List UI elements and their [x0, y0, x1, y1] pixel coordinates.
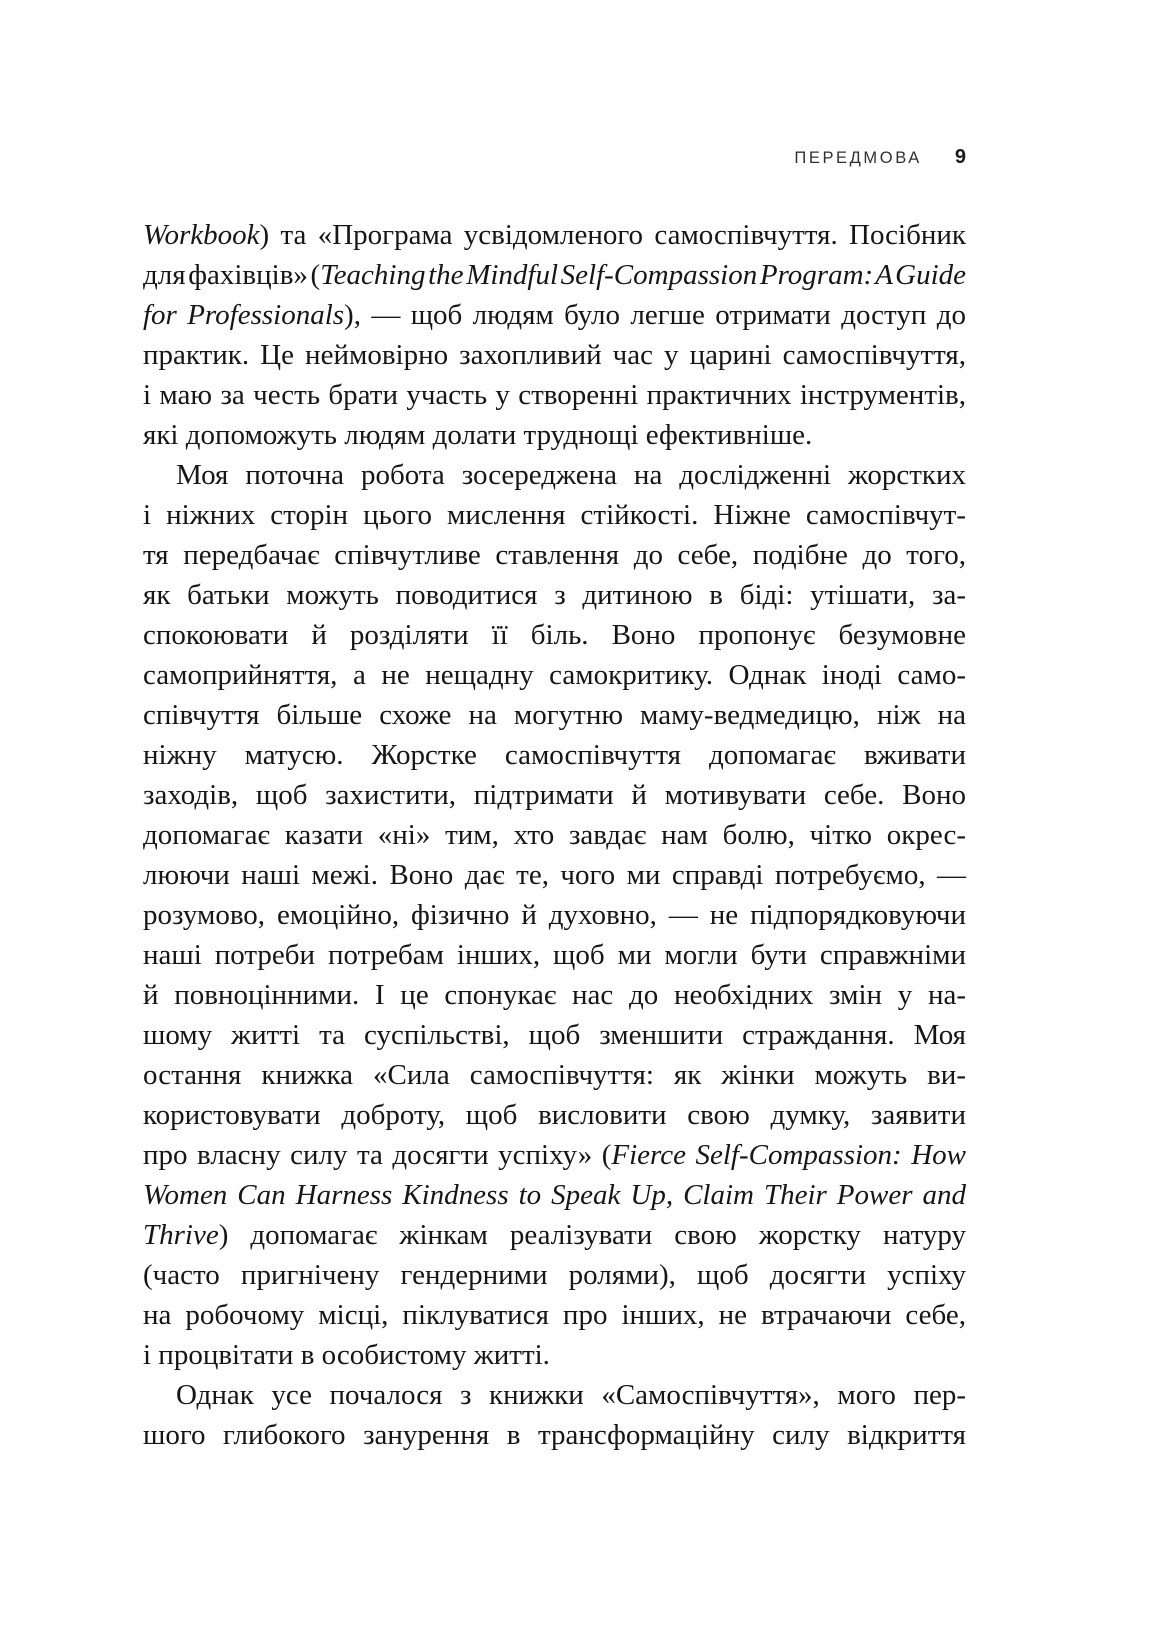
text-line: [143, 1175, 966, 1215]
text-run: розумово, емоційно, фізично й духовно, — не підпорядковуючи: [143, 899, 966, 931]
text-line-runs: [176, 459, 966, 491]
text-line: [143, 1375, 966, 1415]
text-line: [143, 615, 966, 655]
text-line-runs: [143, 379, 966, 411]
text-line-runs: [143, 979, 966, 1011]
text-line-runs: [143, 939, 966, 971]
text-run: і маю за честь брати участь у створенні практичних інструментів,: [143, 379, 966, 411]
text-run: самоприйняття, а не нещадну самокритику. Однак іноді само-: [143, 659, 966, 691]
text-run: ) допомагає жінкам реалізувати свою жорстку натуру: [218, 1219, 966, 1251]
text-line: [143, 1015, 966, 1055]
text-line-runs: [143, 499, 966, 531]
italic-text-run: Thrive: [143, 1219, 219, 1251]
text-line-runs: [143, 659, 966, 691]
text-line-runs: [143, 819, 966, 851]
text-line: [143, 695, 966, 735]
text-line: [143, 1055, 966, 1095]
text-run: Моя поточна робота зосереджена на дослідженні жорстких: [176, 459, 966, 491]
text-run: практик. Це неймовірно захопливий час у царині самоспівчуття,: [143, 339, 966, 371]
text-run: ), — щоб людям було легше отримати доступ до: [344, 299, 966, 331]
text-line-runs: [143, 1259, 966, 1291]
text-run: остання книжка «Сила самоспівчуття: як жінки можуть ви-: [143, 1059, 966, 1091]
text-line-runs: [176, 1379, 966, 1411]
text-line: [143, 1415, 966, 1455]
italic-text-run: Teaching the Mindful Self-Compassion Program: A Guide: [320, 259, 966, 291]
text-line: [143, 1255, 966, 1295]
text-run: й повноцінними. І це спонукає нас до необхідних змін у на-: [143, 979, 966, 1011]
text-run: про власну силу та досягти успіху» (: [143, 1139, 612, 1171]
text-run: наші потреби потребам інших, щоб ми могли бути справжніми: [143, 939, 966, 971]
text-line-runs: [143, 1299, 966, 1331]
text-line: [143, 535, 966, 575]
text-line-runs: [143, 1219, 966, 1251]
text-line: [143, 335, 966, 375]
text-line-runs: [143, 699, 966, 731]
text-line-runs: [143, 299, 966, 331]
text-line-runs: [143, 579, 966, 611]
text-run: які допоможуть людям долати труднощі ефективніше.: [143, 419, 813, 451]
text-line: [143, 575, 966, 615]
text-line: [143, 975, 966, 1015]
text-line-runs: [143, 1139, 966, 1171]
text-line: [143, 415, 966, 455]
text-line-runs: [143, 259, 966, 291]
text-line: [143, 455, 966, 495]
text-run: люючи наші межі. Воно дає те, чого ми справді потребуємо, —: [143, 859, 966, 891]
text-line: [143, 1215, 966, 1255]
text-run: (часто пригнічену гендерними ролями), щоб досягти успіху: [143, 1259, 966, 1291]
text-run: як батьки можуть поводитися з дитиною в біді: утішати, за-: [143, 579, 966, 611]
text-run: співчуття більше схоже на могутню маму-ведмедицю, ніж на: [143, 699, 966, 731]
text-line: [143, 775, 966, 815]
italic-text-run: for Professionals: [143, 299, 345, 331]
text-run: користовувати доброту, щоб висловити свою думку, заявити: [143, 1099, 966, 1131]
text-line: [143, 895, 966, 935]
text-line: [143, 1095, 966, 1135]
italic-text-run: Women Can Harness Kindness to Speak Up, Claim Their Power and: [143, 1179, 966, 1211]
text-line: [143, 215, 966, 255]
text-line-runs: [143, 1339, 550, 1371]
page-header: [143, 146, 966, 169]
text-line-runs: [143, 779, 966, 811]
text-line-runs: [143, 419, 812, 451]
text-line: [143, 815, 966, 855]
running-title: ПЕРЕДМОВА: [794, 149, 922, 167]
text-run: шому житті та суспільстві, щоб зменшити страждання. Моя: [143, 1019, 966, 1051]
italic-text-run: Fierce Self-Compassion: How: [611, 1139, 966, 1171]
text-line-runs: [143, 859, 966, 891]
text-run: спокоювати й розділяти її біль. Воно пропонує безумовне: [143, 619, 966, 651]
text-line: [143, 1295, 966, 1335]
text-run: і процвітати в особистому житті.: [143, 1339, 550, 1371]
italic-text-run: Workbook: [143, 219, 260, 251]
text-line: [143, 935, 966, 975]
text-line-runs: [143, 1059, 966, 1091]
text-line: [143, 655, 966, 695]
text-line: [143, 735, 966, 775]
page-number: 9: [954, 146, 966, 168]
text-run: шого глибокого занурення в трансформаційну силу відкриття: [143, 1419, 966, 1451]
text-line-runs: [143, 1099, 966, 1131]
text-line-runs: [143, 739, 966, 771]
text-line-runs: [143, 539, 966, 571]
page-body: [143, 215, 966, 1455]
text-run: на робочому місці, піклуватися про інших, не втрачаючи себе,: [143, 1299, 966, 1331]
text-run: і ніжних сторін цього мислення стійкості. Ніжне самоспівчут-: [143, 499, 966, 531]
text-line-runs: [143, 219, 966, 251]
text-run: заходів, щоб захистити, підтримати й мотивувати себе. Воно: [143, 779, 966, 811]
text-line: [143, 855, 966, 895]
text-line: [143, 375, 966, 415]
text-run: для фахівців» (: [143, 259, 321, 291]
text-line: [143, 1335, 966, 1375]
text-run: Однак усе почалося з книжки «Самоспівчуття», мого пер-: [176, 1379, 966, 1411]
text-run: ) та «Програма усвідомленого самоспівчуття. Посібник: [259, 219, 966, 251]
text-line: [143, 255, 966, 295]
text-line-runs: [143, 1179, 966, 1211]
text-line: [143, 295, 966, 335]
text-line-runs: [143, 899, 966, 931]
text-line: [143, 1135, 966, 1175]
text-run: тя передбачає співчутливе ставлення до себе, подібне до того,: [143, 539, 966, 571]
text-line-runs: [143, 619, 966, 651]
text-line: [143, 495, 966, 535]
text-line-runs: [143, 1419, 966, 1451]
text-run: допомагає казати «ні» тим, хто завдає нам болю, чітко окрес-: [143, 819, 966, 851]
text-run: ніжну матусю. Жорстке самоспівчуття допомагає вживати: [143, 739, 966, 771]
text-line-runs: [143, 1019, 966, 1051]
text-line-runs: [143, 339, 966, 371]
